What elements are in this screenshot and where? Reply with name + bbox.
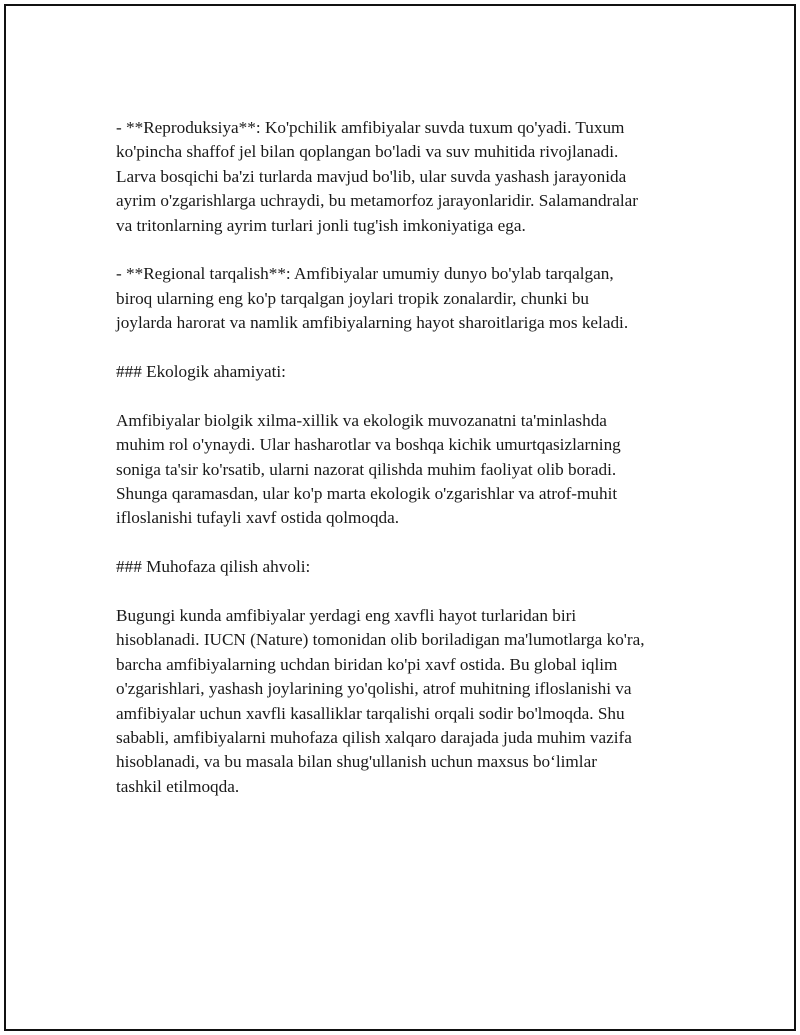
text-line: muhim rol o'ynaydi. Ular hasharotlar va boshqa kichik umurtqasizlarning bbox=[116, 435, 621, 455]
paragraph-spacer bbox=[116, 580, 696, 604]
paragraph-regional-distribution bbox=[116, 262, 696, 335]
text-line: soniga ta'sir ko'rsatib, ularni nazorat qilishda muhim faoliyat olib boradi. bbox=[116, 459, 617, 479]
text-line: ayrim o'zgarishlarga uchraydi, bu metamorfoz jarayonlaridir. Salamandralar bbox=[116, 191, 639, 211]
paragraph-conservation-status bbox=[116, 604, 696, 799]
text-line: Bugungi kunda amfibiyalar yerdagi eng xavfli hayot turlaridan biri bbox=[116, 606, 577, 626]
text-line: tashkil etilmoqda. bbox=[116, 776, 240, 796]
text-line: ifloslanishi tufayli xavf ostida qolmoqda. bbox=[116, 508, 400, 528]
text-line: va tritonlarning ayrim turlari jonli tug'ish imkoniyatiga ega. bbox=[116, 215, 526, 235]
paragraph-spacer bbox=[116, 336, 696, 360]
text-line: Amfibiyalar biolgik xilma-xillik va ekologik muvozanatni ta'minlashda bbox=[116, 410, 607, 430]
text-line: amfibiyalar uchun xavfli kasalliklar tarqalishi orqali sodir bo'lmoqda. Shu bbox=[116, 703, 625, 723]
text-line: o'zgarishlari, yashash joylarining yo'qolishi, atrof muhitning ifloslanishi va bbox=[116, 679, 632, 699]
paragraph-reproduction bbox=[116, 116, 696, 238]
text-line: - **Reproduksiya**: Ko'pchilik amfibiyalar suvda tuxum qo'yadi. Tuxum bbox=[116, 118, 625, 137]
paragraph-spacer bbox=[116, 384, 696, 408]
text-line: ko'pincha shaffof jel bilan qoplangan bo'ladi va suv muhitida rivojlanadi. bbox=[116, 142, 619, 162]
document-body bbox=[116, 116, 696, 799]
text-line: joylarda harorat va namlik amfibiyalarning hayot sharoitlariga mos keladi. bbox=[116, 313, 629, 333]
text-line: barcha amfibiyalarning uchdan biridan ko'pi xavf ostida. Bu global iqlim bbox=[116, 654, 618, 674]
heading-ecological-importance bbox=[116, 360, 696, 384]
text-line: hisoblanadi, va bu masala bilan shug'ullanish uchun maxsus bo‘limlar bbox=[116, 752, 597, 772]
text-line: Shunga qaramasdan, ular ko'p marta ekologik o'zgarishlar va atrof-muhit bbox=[116, 484, 618, 504]
text-line: biroq ularning eng ko'p tarqalgan joylari tropik zonalardir, chunki bu bbox=[116, 288, 590, 308]
section-heading: ### Muhofaza qilish ahvoli: bbox=[116, 557, 311, 577]
section-heading: ### Ekologik ahamiyati: bbox=[116, 362, 286, 382]
text-line: Larva bosqichi ba'zi turlarda mavjud bo'lib, ular suvda yashash jarayonida bbox=[116, 166, 627, 186]
text-line: - **Regional tarqalish**: Amfibiyalar umumiy dunyo bo'ylab tarqalgan, bbox=[116, 264, 614, 284]
paragraph-ecological-importance bbox=[116, 409, 696, 531]
text-line: sababli, amfibiyalarni muhofaza qilish xalqaro darajada juda muhim vazifa bbox=[116, 728, 632, 748]
text-line: hisoblanadi. IUCN (Nature) tomonidan olib boriladigan ma'lumotlarga ko'ra, bbox=[116, 630, 645, 650]
heading-conservation-status bbox=[116, 555, 696, 579]
paragraph-spacer bbox=[116, 238, 696, 262]
paragraph-spacer bbox=[116, 531, 696, 555]
